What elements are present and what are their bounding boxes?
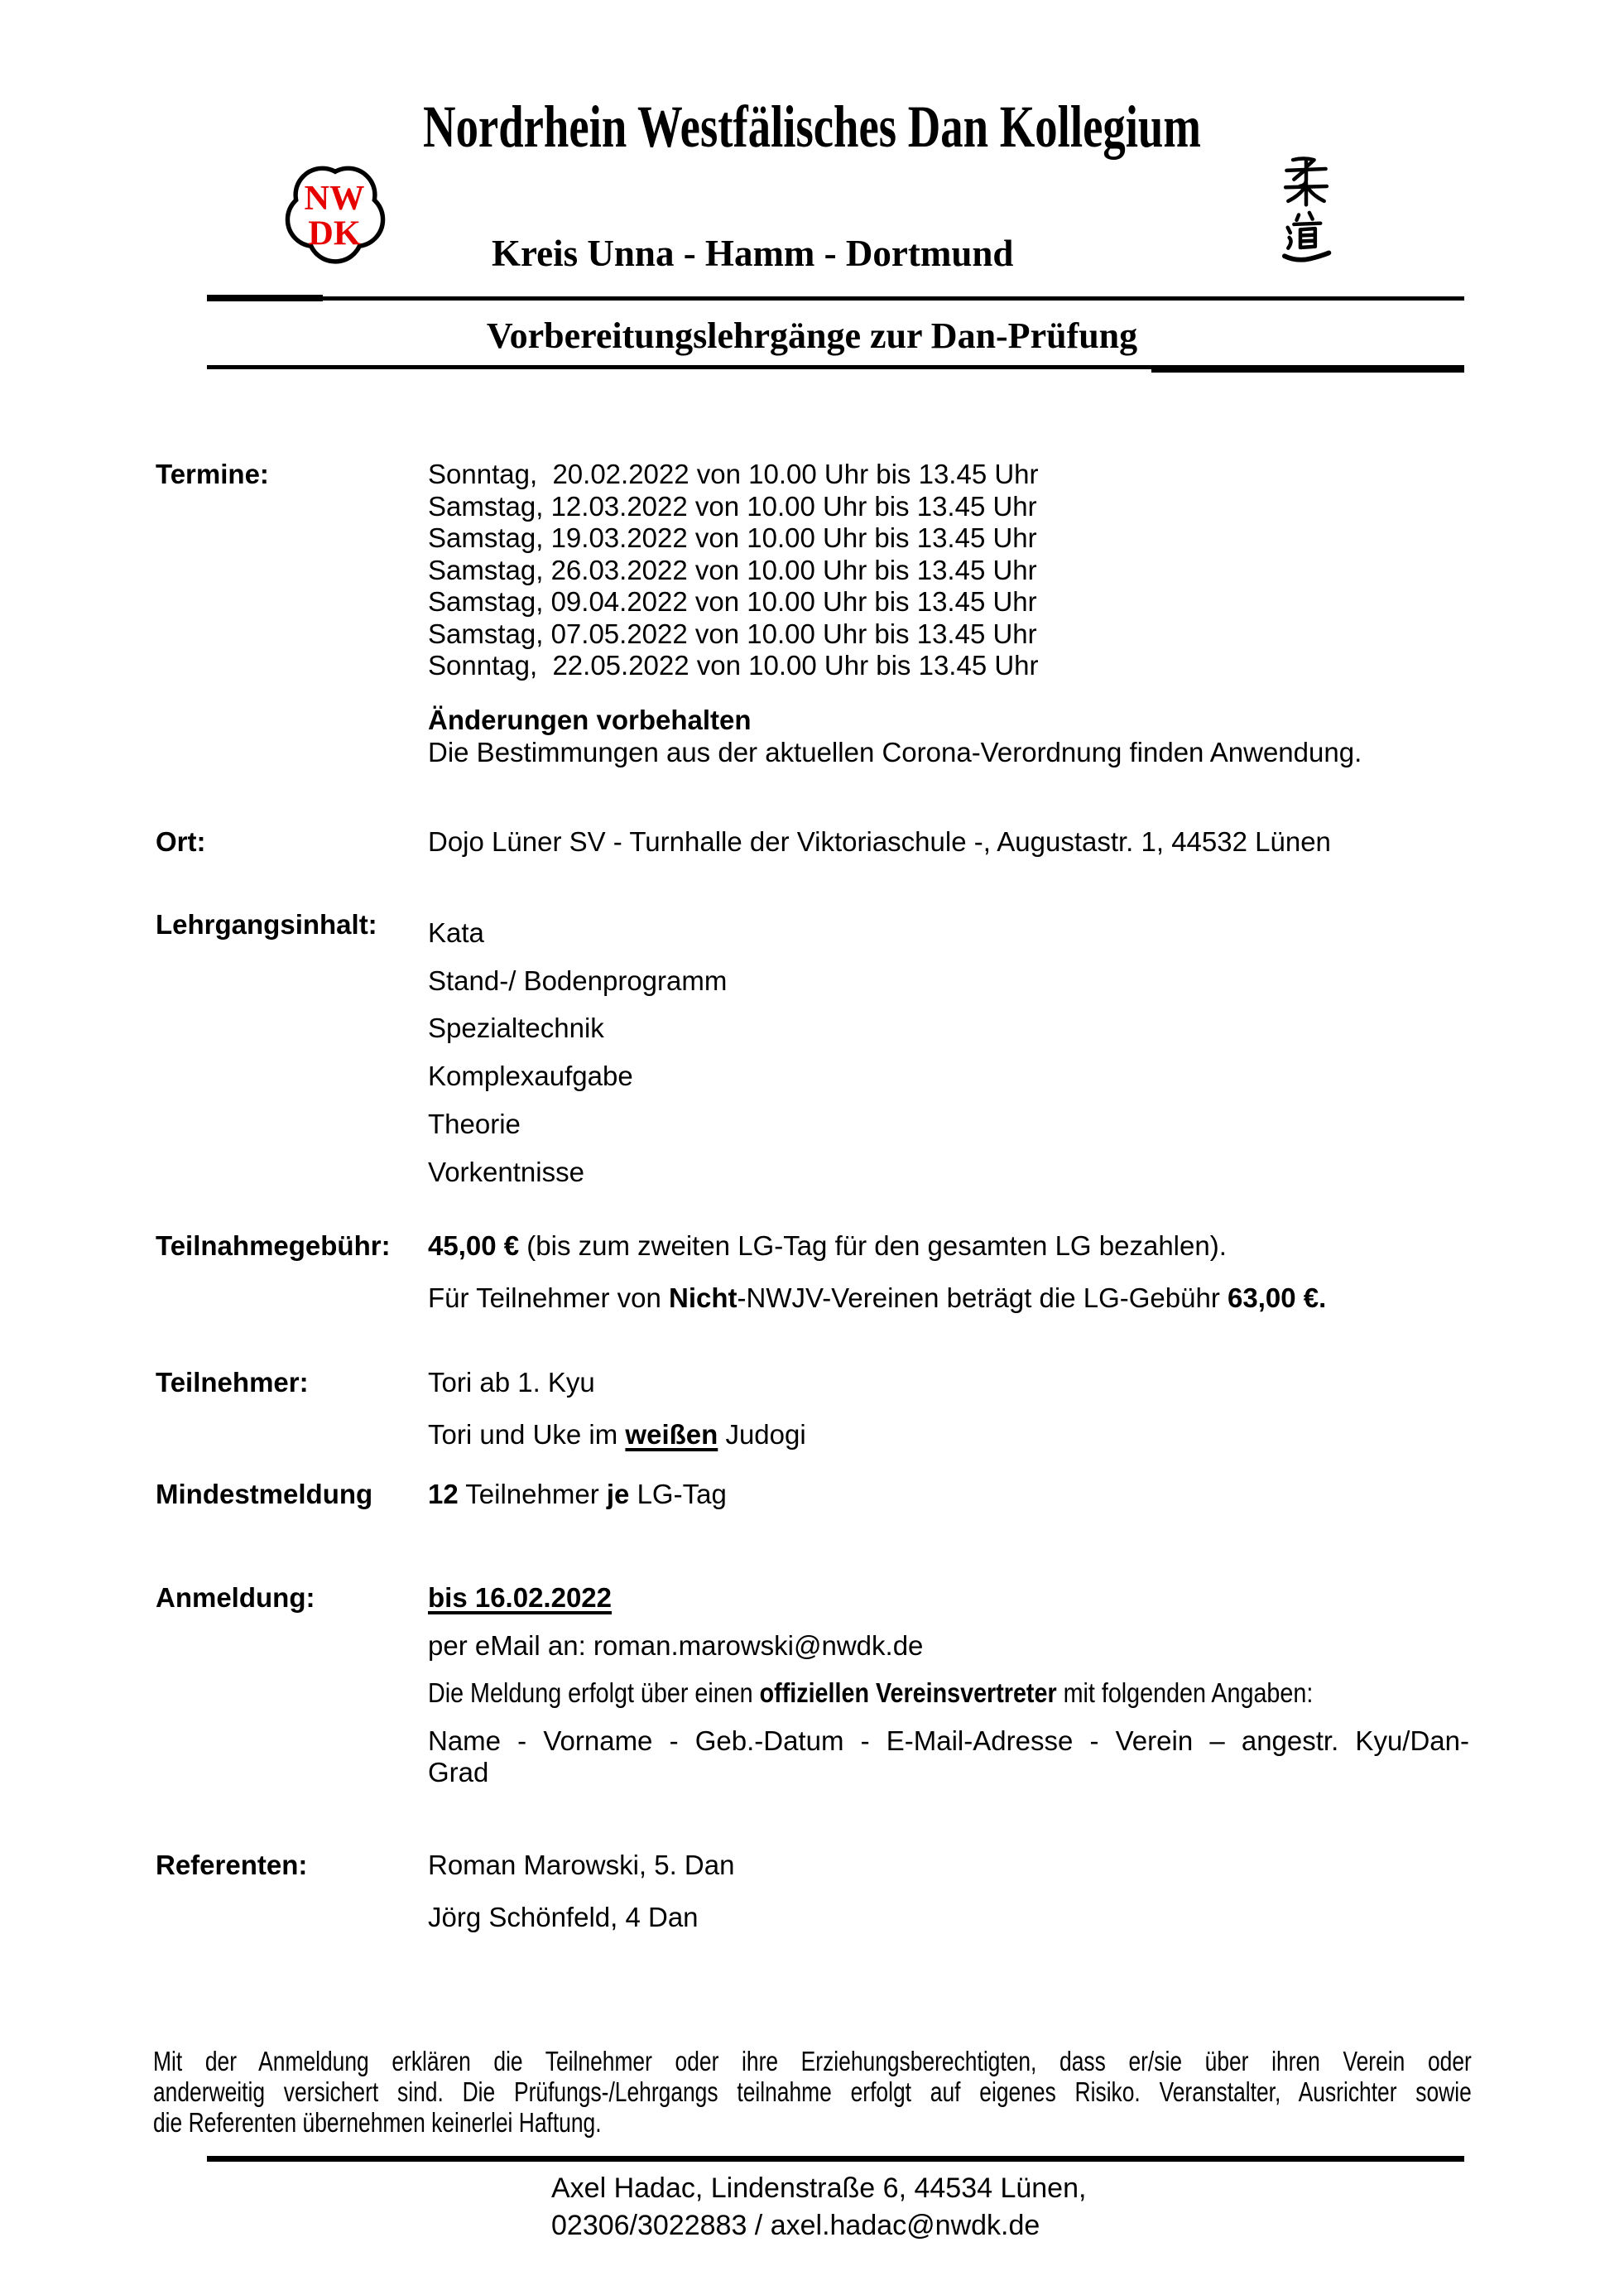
anmeldung-email-line: per eMail an: roman.marowski@nwdk.de (428, 1629, 924, 1661)
document-title: Vorbereitungslehrgänge zur Dan-Prüfung (486, 315, 1138, 356)
section-teilnahmegebuehr (156, 1230, 1469, 1314)
disclaimer (153, 2046, 1472, 2138)
inhalt-item: Spezialtechnik (428, 1013, 604, 1044)
min-je: je (606, 1479, 630, 1509)
nwdk-flower-logo-icon (282, 162, 388, 268)
note-changes-reserved: Änderungen vorbehalten (428, 705, 752, 735)
termine-date: Samstag, 07.05.2022 von 10.00 Uhr bis 13.45 Uhr (428, 618, 1037, 649)
teilnehmer-line-2 (428, 1419, 1469, 1451)
header-rule-top-segment (207, 295, 323, 301)
footer-phone-email: 02306/3022883 / axel.hadac@nwdk.de (551, 2210, 1040, 2241)
section-teilnehmer (156, 1367, 1469, 1451)
lehrgangsinhalt-items (428, 909, 1469, 1196)
termine-note (156, 705, 1469, 768)
footer-address: Axel Hadac, Lindenstraße 6, 44534 Lünen, (551, 2172, 1087, 2204)
disclaimer-line-3: die Referenten übernehmen keinerlei Haftung. (153, 2107, 602, 2138)
footer-rule (207, 2156, 1464, 2162)
referent-2: Jörg Schönfeld, 4 Dan (428, 1901, 699, 1932)
note-corona: Die Bestimmungen aus der aktuellen Corona-Verordnung finden Anwendung. (428, 736, 1362, 767)
fee-line2-pre: Für Teilnehmer von (428, 1282, 670, 1313)
disclaimer-line-2: anderweitig versichert sind. Die Prüfungs-/Lehrgangs teilnahme erfolgt auf eigenes Risiko. Veranstalter, Ausrichter sowie (153, 2076, 1472, 2107)
inhalt-item: Theorie (428, 1108, 521, 1139)
section-termine (156, 459, 1469, 682)
deadline-date: bis 16.02.2022 (428, 1582, 613, 1613)
inhalt-item: Stand-/ Bodenprogramm (428, 965, 728, 996)
meldung-post: mit folgenden Angaben: (1056, 1677, 1314, 1708)
anmeldung-label: Anmeldung: (156, 1582, 315, 1613)
header-rule-top (207, 296, 1464, 301)
termine-date: Samstag, 26.03.2022 von 10.00 Uhr bis 13.45 Uhr (428, 554, 1037, 585)
inhalt-item: Vorkentnisse (428, 1156, 584, 1187)
fee-amount-note: (bis zum zweiten LG-Tag für den gesamten LG bezahlen). (519, 1230, 1227, 1261)
referenten-label: Referenten: (156, 1850, 308, 1880)
min-post: LG-Tag (629, 1479, 727, 1509)
judo-calligraphy-icon (1268, 156, 1344, 267)
meldung-vereinsvertreter: offiziellen Vereinsvertreter (759, 1677, 1057, 1708)
anmeldung-fields-line-1: Name - Vorname - Geb.-Datum - E-Mail-Adresse - Verein – angestr. Kyu/Dan- (428, 1725, 1469, 1756)
anmeldung-fields-line-2: Grad (428, 1757, 489, 1787)
section-lehrgangsinhalt (156, 909, 1469, 1196)
termine-date: Sonntag, 22.05.2022 von 10.00 Uhr bis 13.45 Uhr (428, 650, 1039, 681)
anmeldung-deadline (428, 1582, 1469, 1614)
inhalt-item: Kata (428, 917, 484, 948)
judogi-post: Judogi (718, 1418, 806, 1450)
termine-date: Samstag, 12.03.2022 von 10.00 Uhr bis 13.45 Uhr (428, 490, 1037, 522)
judogi-white: weißen (625, 1418, 718, 1450)
fee-line-2 (428, 1282, 1469, 1315)
fee-amount-nonmember: 63,00 €. (1227, 1282, 1327, 1313)
section-mindestmeldung (156, 1479, 1469, 1511)
fee-line2-mid: -NWJV-Vereinen beträgt die LG-Gebühr (737, 1282, 1228, 1313)
teilnehmer-line-1: Tori ab 1. Kyu (428, 1367, 595, 1398)
termine-date: Samstag, 19.03.2022 von 10.00 Uhr bis 13.45 Uhr (428, 522, 1037, 553)
termine-date: Samstag, 09.04.2022 von 10.00 Uhr bis 13.45 Uhr (428, 586, 1037, 617)
disclaimer-line-1: Mit der Anmeldung erklären die Teilnehmer oder ihre Erziehungsberechtigten, dass er/sie über ihren Verein oder (153, 2046, 1472, 2076)
lehrgangsinhalt-label: Lehrgangsinhalt: (156, 909, 377, 940)
section-referenten (156, 1850, 1469, 1933)
mindestmeldung-label: Mindestmeldung (156, 1479, 373, 1509)
fee-amount: 45,00 € (428, 1230, 520, 1261)
ort-label: Ort: (156, 826, 206, 857)
termine-date: Sonntag, 20.02.2022 von 10.00 Uhr bis 13.45 Uhr (428, 459, 1039, 489)
min-count: 12 (428, 1479, 459, 1509)
anmeldung-meldung-line (428, 1677, 1333, 1710)
fee-line-1 (428, 1230, 1469, 1263)
mindestmeldung-line (428, 1479, 1469, 1511)
header-rule-bottom-segment (1151, 367, 1464, 373)
section-ort (156, 826, 1469, 859)
termine-dates (428, 459, 1469, 682)
judogi-pre: Tori und Uke im (428, 1418, 626, 1450)
teilnahmegebuehr-label: Teilnahmegebühr: (156, 1230, 391, 1261)
meldung-pre: Die Meldung erfolgt über einen (428, 1677, 760, 1708)
teilnehmer-label: Teilnehmer: (156, 1367, 309, 1398)
ort-value: Dojo Lüner SV - Turnhalle der Viktoriaschule -, Augustastr. 1, 44532 Lünen (428, 826, 1331, 857)
logo-text-nw: NW (304, 179, 365, 219)
inhalt-item: Komplexaufgabe (428, 1061, 633, 1092)
referent-1: Roman Marowski, 5. Dan (428, 1850, 735, 1880)
fee-nicht: Nicht (669, 1282, 738, 1313)
min-mid: Teilnehmer (458, 1479, 607, 1509)
footer-contact (551, 2170, 1086, 2244)
page-title: Nordrhein Westfälisches Dan Kollegium (423, 94, 1201, 160)
section-anmeldung (156, 1582, 1469, 1789)
subtitle-kreis: Kreis Unna - Hamm - Dortmund (492, 233, 1014, 274)
logo-text-dk: DK (308, 214, 361, 253)
termine-label: Termine: (156, 459, 269, 489)
